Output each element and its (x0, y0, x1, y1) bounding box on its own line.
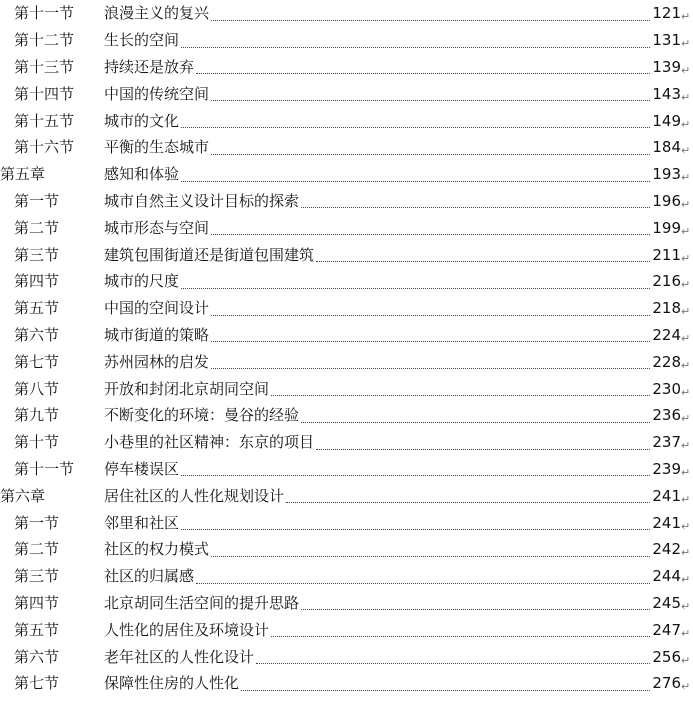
toc-page-number: 239 (652, 459, 681, 478)
toc-page-number: 216 (652, 272, 681, 291)
dot-leader (316, 260, 650, 262)
toc-page-number: 224 (652, 325, 681, 344)
paragraph-return-icon: ↵ (681, 63, 691, 77)
paragraph-return-icon: ↵ (681, 144, 691, 158)
toc-section-row[interactable] (0, 617, 693, 644)
toc-entry-number: 第十四节 (14, 84, 75, 103)
toc-entry-title: 城市街道的策略 (104, 325, 210, 344)
toc-entry-title: 中国的空间设计 (104, 299, 210, 318)
toc-entry-number: 第三节 (14, 245, 60, 264)
dot-leader (196, 72, 650, 74)
dot-leader (316, 448, 650, 450)
toc-page-number: 211 (652, 245, 681, 264)
paragraph-return-icon: ↵ (681, 439, 691, 453)
toc-entry-title: 社区的权力模式 (104, 540, 210, 559)
toc-entry-title: 城市自然主义设计目标的探索 (104, 191, 300, 210)
paragraph-return-icon: ↵ (681, 573, 691, 587)
toc-page-number: 247 (652, 620, 681, 639)
toc-entry-number: 第十一节 (14, 4, 75, 23)
toc-entry-number: 第三节 (14, 567, 60, 586)
toc-section-row[interactable] (0, 215, 693, 242)
dot-leader (181, 528, 650, 530)
paragraph-return-icon: ↵ (681, 331, 691, 345)
toc-entry-number: 第一节 (14, 513, 60, 532)
toc-section-row[interactable] (0, 242, 693, 269)
dot-leader (256, 662, 650, 664)
toc-entry-title: 城市形态与空间 (104, 218, 210, 237)
toc-section-row[interactable] (0, 537, 693, 564)
toc-section-row[interactable] (0, 27, 693, 54)
toc-entry-title: 社区的归属感 (104, 567, 195, 586)
toc-entry-title: 停车楼误区 (104, 459, 180, 478)
toc-chapter-row[interactable] (0, 483, 693, 510)
toc-entry-number: 第十三节 (14, 57, 75, 76)
toc-page-number: 199 (652, 218, 681, 237)
toc-page-number: 143 (652, 84, 681, 103)
toc-entry-title: 居住社区的人性化规划设计 (104, 486, 285, 505)
toc-page-number: 121 (652, 4, 681, 23)
paragraph-return-icon: ↵ (681, 626, 691, 640)
toc-page-number: 242 (652, 540, 681, 559)
toc-entry-title: 中国的传统空间 (104, 84, 210, 103)
toc-section-row[interactable] (0, 510, 693, 537)
toc-entry-number: 第二节 (14, 218, 60, 237)
dot-leader (301, 206, 650, 208)
paragraph-return-icon: ↵ (681, 465, 691, 479)
dot-leader (181, 474, 650, 476)
toc-entry-number: 第二节 (14, 540, 60, 559)
paragraph-return-icon: ↵ (681, 278, 691, 292)
toc-section-row[interactable] (0, 403, 693, 430)
toc-entry-title: 平衡的生态城市 (104, 138, 210, 157)
toc-entry-title: 生长的空间 (104, 31, 180, 50)
toc-page-number: 131 (652, 31, 681, 50)
toc-entry-number: 第六节 (14, 325, 60, 344)
toc-entry-number: 第十二节 (14, 31, 75, 50)
toc-entry-title: 浪漫主义的复兴 (104, 4, 210, 23)
dot-leader (181, 126, 650, 128)
toc-entry-number: 第一节 (14, 191, 60, 210)
dot-leader (271, 635, 650, 637)
paragraph-return-icon: ↵ (681, 519, 691, 533)
toc-page-number: 241 (652, 513, 681, 532)
toc-section-row[interactable] (0, 188, 693, 215)
paragraph-return-icon: ↵ (681, 305, 691, 319)
toc-entry-number: 第五节 (14, 620, 60, 639)
toc-page-number: 236 (652, 406, 681, 425)
toc-page-number: 256 (652, 647, 681, 666)
toc-page-number: 241 (652, 486, 681, 505)
dot-leader (211, 314, 650, 316)
paragraph-return-icon: ↵ (681, 37, 691, 51)
dot-leader (211, 153, 650, 155)
toc-entry-title: 不断变化的环境：曼谷的经验 (104, 406, 300, 425)
toc-entry-title: 开放和封闭北京胡同空间 (104, 379, 270, 398)
paragraph-return-icon: ↵ (681, 117, 691, 131)
toc-entry-number: 第十五节 (14, 111, 75, 130)
paragraph-return-icon: ↵ (681, 653, 691, 667)
toc-page-number: 244 (652, 567, 681, 586)
paragraph-return-icon: ↵ (681, 197, 691, 211)
toc-entry-number: 第六节 (14, 647, 60, 666)
toc-entry-number: 第九节 (14, 406, 60, 425)
dot-leader (211, 340, 650, 342)
toc-entry-number: 第五节 (14, 299, 60, 318)
paragraph-return-icon: ↵ (681, 599, 691, 613)
toc-section-row[interactable] (0, 456, 693, 483)
dot-leader (211, 19, 650, 21)
toc-entry-number: 第四节 (14, 272, 60, 291)
paragraph-return-icon: ↵ (681, 251, 691, 265)
dot-leader (211, 99, 650, 101)
toc-page-number: 228 (652, 352, 681, 371)
dot-leader (301, 421, 650, 423)
paragraph-return-icon: ↵ (681, 412, 691, 426)
toc-entry-title: 老年社区的人性化设计 (104, 647, 255, 666)
paragraph-return-icon: ↵ (681, 546, 691, 560)
toc-page-number: 184 (652, 138, 681, 157)
toc-entry-number: 第五章 (0, 165, 46, 184)
toc-page-number: 237 (652, 433, 681, 452)
toc-chapter-row[interactable] (0, 161, 693, 188)
dot-leader (271, 394, 650, 396)
dot-leader (211, 555, 650, 557)
paragraph-return-icon: ↵ (681, 171, 691, 185)
toc-entry-number: 第四节 (14, 593, 60, 612)
toc-entry-title: 感知和体验 (104, 165, 180, 184)
toc-section-row[interactable] (0, 1, 693, 28)
toc-entry-title: 邻里和社区 (104, 513, 180, 532)
toc-entry-number: 第十节 (14, 433, 60, 452)
toc-page-number: 196 (652, 191, 681, 210)
paragraph-return-icon: ↵ (681, 385, 691, 399)
toc-entry-title: 城市的文化 (104, 111, 180, 130)
toc-entry-title: 城市的尺度 (104, 272, 180, 291)
toc-entry-number: 第十一节 (14, 459, 75, 478)
paragraph-return-icon: ↵ (681, 680, 691, 694)
toc-page-number: 245 (652, 593, 681, 612)
toc-page-number: 276 (652, 674, 681, 693)
paragraph-return-icon: ↵ (681, 224, 691, 238)
toc-page-number: 230 (652, 379, 681, 398)
toc-entry-title: 建筑包围街道还是街道包围建筑 (104, 245, 315, 264)
toc-section-row[interactable] (0, 295, 693, 322)
toc-page-number: 193 (652, 165, 681, 184)
toc-entry-title: 北京胡同生活空间的提升思路 (104, 593, 300, 612)
paragraph-return-icon: ↵ (681, 10, 691, 24)
toc-page-number: 218 (652, 299, 681, 318)
toc-section-row[interactable] (0, 644, 693, 671)
paragraph-return-icon: ↵ (681, 358, 691, 372)
toc-section-row[interactable] (0, 81, 693, 108)
dot-leader (181, 180, 650, 182)
toc-page-number: 149 (652, 111, 681, 130)
toc-section-row[interactable] (0, 590, 693, 617)
toc-entry-title: 保障性住房的人性化 (104, 674, 240, 693)
toc-entry-number: 第八节 (14, 379, 60, 398)
toc-section-row[interactable] (0, 429, 693, 456)
dot-leader (211, 367, 650, 369)
toc-entry-number: 第七节 (14, 674, 60, 693)
toc-entry-title: 人性化的居住及环境设计 (104, 620, 270, 639)
toc-entry-number: 第七节 (14, 352, 60, 371)
toc-section-row[interactable] (0, 322, 693, 349)
toc-section-row[interactable] (0, 376, 693, 403)
dot-leader (286, 501, 650, 503)
toc-section-row[interactable] (0, 135, 693, 162)
dot-leader (301, 608, 650, 610)
toc-section-row[interactable] (0, 54, 693, 81)
dot-leader (181, 287, 650, 289)
paragraph-return-icon: ↵ (681, 492, 691, 506)
dot-leader (196, 582, 650, 584)
toc-entry-title: 苏州园林的启发 (104, 352, 210, 371)
toc-entry-number: 第十六节 (14, 138, 75, 157)
toc-section-row[interactable] (0, 349, 693, 376)
toc-page-number: 139 (652, 57, 681, 76)
toc-section-row[interactable] (0, 671, 693, 698)
toc-entry-title: 持续还是放弃 (104, 57, 195, 76)
toc-entry-number: 第六章 (0, 486, 46, 505)
paragraph-return-icon: ↵ (681, 90, 691, 104)
dot-leader (181, 46, 650, 48)
dot-leader (211, 233, 650, 235)
toc-entry-title: 小巷里的社区精神：东京的项目 (104, 433, 315, 452)
dot-leader (241, 689, 650, 691)
toc-section-row[interactable] (0, 269, 693, 296)
toc-section-row[interactable] (0, 108, 693, 135)
toc-section-row[interactable] (0, 563, 693, 590)
